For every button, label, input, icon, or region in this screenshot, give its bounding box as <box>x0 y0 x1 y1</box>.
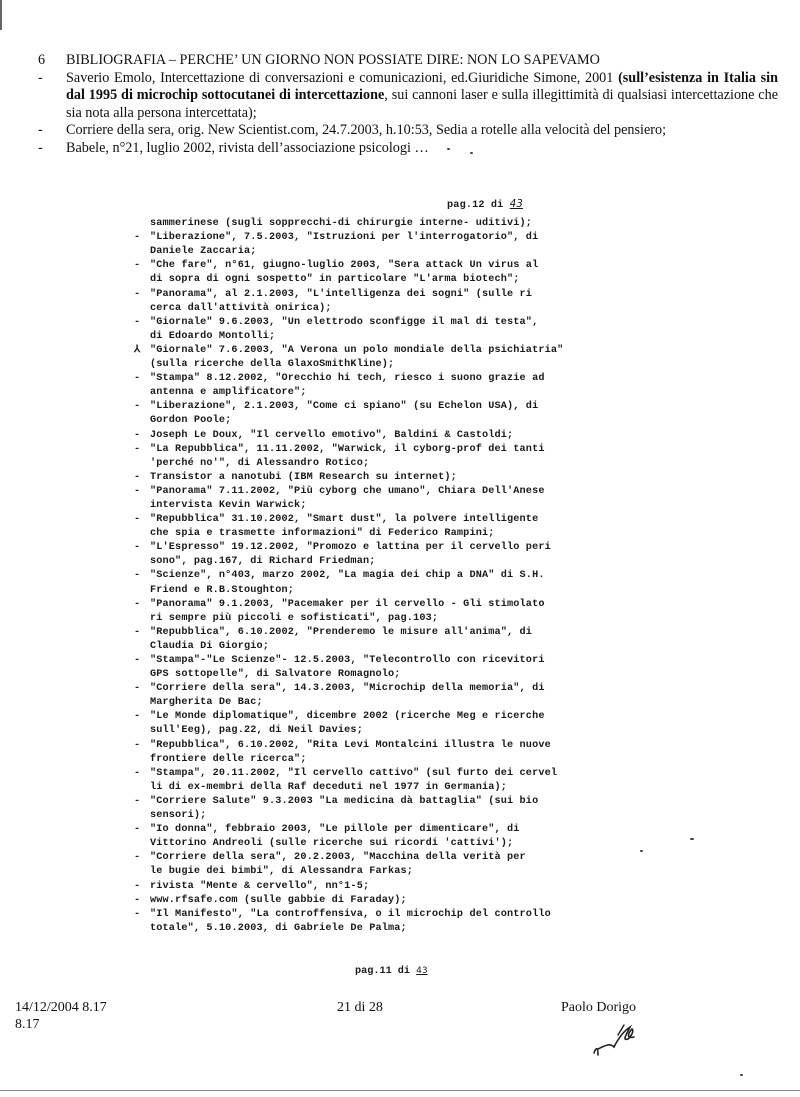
typed-entry-line <box>120 795 780 809</box>
section-title: BIBLIOGRAFIA – PERCHE’ UN GIORNO NON POSSIATE DIRE: NON LO SAPEVAMO <box>66 52 600 68</box>
typed-entry-dash: - <box>134 795 141 807</box>
typed-entry-text: (sulla ricerche della GlaxoSmithKline); <box>150 359 395 371</box>
typed-entry-text: rivista "Mente & cervello", nn°1-5; <box>150 880 370 892</box>
typed-entry-text: "Giornale" 9.6.2003, "Un elettrodo sconfigge il mal di testa", <box>150 316 539 328</box>
typewritten-bibliography <box>120 198 780 936</box>
typed-entry-line <box>120 626 780 640</box>
typed-entry-text: "Repubblica", 6.10.2002, "Rita Levi Montalcini illustra le nuove <box>150 739 551 751</box>
typed-entry-dash: - <box>134 767 141 779</box>
bibliography-text: Babele, n°21, luglio 2002, rivista dell’associazione psicologi … <box>66 139 429 156</box>
typed-entry-text: "Le Monde diplomatique", dicembre 2002 (ricerche Meg e ricerche <box>150 711 545 723</box>
typed-entry-line <box>120 386 780 400</box>
typed-entry-dash: ⅄ <box>134 344 141 356</box>
footer-page-number: 21 di 28 <box>337 1000 383 1015</box>
typed-entry-line <box>120 640 780 654</box>
scan-speck <box>640 850 643 852</box>
typed-page-ref-text: pag.12 di <box>447 200 504 211</box>
footer-author: Paolo Dorigo <box>561 1000 637 1015</box>
typed-entry-dash: - <box>134 373 141 385</box>
typed-entry-line <box>120 696 780 710</box>
typed-entry-text: sammerinese (sugli sopprecchi-di chirurgie interne- uditivi); <box>150 218 533 230</box>
typed-entry-dash: - <box>134 260 141 272</box>
typed-entry-text: "Il Manifesto", "La controffensiva, o il microchip del controllo <box>150 908 551 920</box>
typed-page-reference <box>120 198 780 213</box>
scan-speck <box>470 152 473 154</box>
typed-entry-line <box>120 753 780 767</box>
typed-entry-text: "Repubblica" 31.10.2002, "Smart dust", la polvere intelligente <box>150 514 539 526</box>
typed-entry-text: "Stampa" 8.12.2002, "Orecchio hi tech, riesco i suono grazie ad <box>150 373 545 385</box>
typed-entry-text: cerca dall'attività onirica); <box>150 302 332 314</box>
typed-entry-line <box>120 513 780 527</box>
typed-entry-dash: - <box>134 852 141 864</box>
scan-speck <box>447 148 450 150</box>
typed-entry-dash: - <box>134 683 141 695</box>
typed-entry-dash: - <box>134 316 141 328</box>
typed-entry-line <box>120 710 780 724</box>
typed-entry-line <box>120 555 780 569</box>
typed-entry-text: sono", pag.167, di Richard Friedman; <box>150 556 376 568</box>
item-bold-text: (sull’esistenza in Italia sin dal 1995 di microchip sottocutanei di intercettazione <box>66 69 778 103</box>
footer-time: 8.17 <box>15 1017 40 1032</box>
typed-entry-text: "Corriere Salute" 9.3.2003 "La medicina dà battaglia" (sui bio <box>150 795 539 807</box>
typed-entry-text: "Corriere della sera", 14.3.2003, "Microchip della memoria", di <box>150 683 545 695</box>
typed-entry-text: "Panorama" 7.11.2002, "Più cyborg che umano", Chiara Dell'Anese <box>150 485 545 497</box>
typed-entry-dash: - <box>134 908 141 920</box>
typed-entry-text: Friend e R.B.Stoughton; <box>150 584 295 596</box>
typed-entry-line <box>120 259 780 273</box>
typed-lines <box>120 217 780 936</box>
typed-entry-line <box>120 781 780 795</box>
bibliography-section <box>38 52 778 157</box>
typed-entry-line <box>120 598 780 612</box>
handwritten-signature <box>588 1017 648 1063</box>
typed-entry-text: "Corriere della sera", 20.2.2003, "Macchina della verità per <box>150 852 526 864</box>
typed-entry-dash: - <box>134 598 141 610</box>
bibliography-item <box>38 70 778 123</box>
typed-entry-text: intervista Kevin Warwick; <box>150 499 307 511</box>
typed-entry-text: sull'Eeg), pag.22, di Neil Davies; <box>150 725 363 737</box>
typed-entry-dash: - <box>134 514 141 526</box>
typed-entry-line <box>120 894 780 908</box>
typed-entry-text: "Che fare", n°61, giugno-luglio 2003, "Sera attack Un virus al <box>150 260 539 272</box>
item-text: Saverio Emolo, Intercettazione di conversazioni e comunicazioni, ed.Giuridiche Simone, 2001 <box>66 69 619 86</box>
list-bullet: - <box>38 139 43 156</box>
typed-entry-text: "Repubblica", 6.10.2002, "Prenderemo le misure all'anima", di <box>150 626 533 638</box>
typed-entry-text: Daniele Zaccaria; <box>150 246 257 258</box>
typed-entry-dash: - <box>134 429 141 441</box>
typed-entry-line <box>120 217 780 231</box>
scan-speck <box>690 838 694 840</box>
typed-entry-line <box>120 724 780 738</box>
typed-entry-line <box>120 584 780 598</box>
typed-entry-line <box>120 908 780 922</box>
typed-entry-line <box>120 654 780 668</box>
handwritten-page-total: 43 <box>509 199 523 210</box>
typed-entry-text: "Liberazione", 2.1.2003, "Come ci spiano" (su Echelon USA), di <box>150 401 539 413</box>
typed-entry-dash: - <box>134 471 141 483</box>
bibliography-text <box>66 70 778 123</box>
typed-entry-line <box>120 569 780 583</box>
typed-entry-line <box>120 851 780 865</box>
typed-entry-text: "Giornale" 7.6.2003, "A Verona un polo mondiale della psichiatria" <box>150 344 564 356</box>
typed-entry-dash: - <box>134 626 141 638</box>
typed-entry-line <box>120 358 780 372</box>
typed-footer-text: pag.11 di <box>355 966 411 977</box>
typed-entry-text: Joseph Le Doux, "Il cervello emotivo", Baldini & Castoldi; <box>150 429 514 441</box>
typed-entry-text: "Liberazione", 7.5.2003, "Istruzioni per l'interrogatorio", di <box>150 232 539 244</box>
bibliography-item <box>38 140 778 158</box>
list-bullet: - <box>38 122 43 138</box>
typed-entry-dash: - <box>134 655 141 666</box>
typed-entry-text: che spia e trasmette informazioni" di Federico Rampini; <box>150 528 495 540</box>
typed-entry-dash: - <box>134 542 141 554</box>
typed-entry-line <box>120 231 780 245</box>
typed-entry-line <box>120 400 780 414</box>
scan-speck <box>740 1074 743 1076</box>
section-number: 6 <box>38 52 46 68</box>
bibliography-text: Corriere della sera, orig. New Scientist.com, 24.7.2003, h.10:53, Sedia a rotelle alla velocità del pensiero; <box>66 122 667 138</box>
typed-entry-dash: - <box>134 570 141 582</box>
typed-entry-line <box>120 302 780 316</box>
handwritten-footer-total: 43 <box>416 966 428 976</box>
typed-entry-line <box>120 767 780 781</box>
typed-entry-dash: - <box>134 711 141 723</box>
typed-entry-text: Margherita De Bac; <box>150 697 263 709</box>
typed-entry-line <box>120 471 780 485</box>
typed-entry-line <box>120 344 780 358</box>
typed-entry-line <box>120 865 780 879</box>
typed-entry-line <box>120 837 780 851</box>
item-text-tail: , sui cannoni laser e sulla illegittimità di qualsiasi intercettazione che sia nota alla persona intercettata); <box>66 87 778 121</box>
typed-entry-text: www.rfsafe.com (sulle gabbie di Faraday); <box>150 894 407 906</box>
typed-entry-text: le bugie dei bimbi", di Alessandra Farkas; <box>150 866 414 878</box>
typed-entry-text: sensori); <box>150 810 207 822</box>
typed-entry-dash: - <box>134 894 141 906</box>
typed-entry-text: GPS sottopelle", di Salvatore Romagnolo; <box>150 669 401 681</box>
typed-entry-line <box>120 499 780 513</box>
typed-entry-line <box>120 414 780 428</box>
scan-bottom-edge <box>0 1090 800 1091</box>
typed-entry-dash: - <box>134 880 141 892</box>
typed-entry-line <box>120 922 780 936</box>
typed-entry-line <box>120 668 780 682</box>
typed-entry-line <box>120 823 780 837</box>
typed-entry-line <box>120 443 780 457</box>
typed-entry-text: Claudia Di Giorgio; <box>150 640 270 652</box>
typed-entry-line <box>120 288 780 302</box>
typed-entry-dash: - <box>134 401 141 413</box>
typed-entry-text: Vittorino Andreoli (sulle ricerche sui ricordi 'cattivi'); <box>150 838 514 850</box>
typed-entry-line <box>120 316 780 330</box>
bibliography-list <box>38 70 778 158</box>
typed-entry-text: "Stampa"-"Le Scienze"- 12.5.2003, "Telecontrollo con ricevitori <box>150 655 545 666</box>
typed-entry-text: Gordon Poole; <box>150 415 232 427</box>
list-bullet: - <box>38 69 43 86</box>
typed-entry-line <box>120 739 780 753</box>
typed-entry-line <box>120 330 780 344</box>
typed-entry-text: 'perché no'", di Alessandro Rotico; <box>150 457 370 469</box>
typed-entry-dash: - <box>134 232 141 244</box>
typed-entry-text: "Io donna", febbraio 2003, "Le pillole per dimenticare", di <box>150 824 520 836</box>
typed-entry-text: antenna e amplificatore"; <box>150 387 307 399</box>
typed-entry-line <box>120 880 780 894</box>
typed-entry-dash: - <box>134 485 141 497</box>
footer-date: 14/12/2004 8.17 <box>15 1000 107 1015</box>
typed-entry-text: di Edoardo Montolli; <box>150 330 276 342</box>
typed-entry-dash: - <box>134 288 141 300</box>
typed-entry-text: di sopra di ogni sospetto" in particolare "L'arma biotech"; <box>150 274 520 286</box>
typed-entry-text: Transistor a nanotubi (IBM Research su internet); <box>150 471 457 483</box>
typed-entry-text: "Scienze", n°403, marzo 2002, "La magia dei chip a DNA" di S.H. <box>150 570 545 582</box>
typed-entry-text: totale", 5.10.2003, di Gabriele De Palma; <box>150 922 407 934</box>
typed-entry-text: li di ex-membri della Raf deceduti nel 1977 in Germania); <box>150 781 508 793</box>
typed-entry-text: "Stampa", 20.11.2002, "Il cervello cattivo" (sul furto dei cervel <box>150 767 558 779</box>
typed-entry-text: "La Repubblica", 11.11.2002, "Warwick, il cyborg-prof dei tanti <box>150 443 545 455</box>
typed-page-footer <box>355 966 428 977</box>
bibliography-item <box>38 122 778 140</box>
typed-entry-dash: - <box>134 443 141 455</box>
typed-entry-dash: - <box>134 739 141 751</box>
typed-entry-dash: - <box>134 824 141 836</box>
typed-entry-line <box>120 682 780 696</box>
typed-entry-line <box>120 527 780 541</box>
typed-entry-line <box>120 245 780 259</box>
typed-entry-line <box>120 372 780 386</box>
scan-edge-mark <box>0 0 2 30</box>
typed-entry-line <box>120 429 780 443</box>
typed-entry-line <box>120 809 780 823</box>
typed-entry-text: frontiere delle ricerca"; <box>150 753 307 765</box>
typed-entry-text: "Panorama", al 2.1.2003, "L'intelligenza dei sogni" (sulle ri <box>150 288 533 300</box>
section-heading <box>38 52 778 70</box>
typed-entry-line <box>120 273 780 287</box>
typed-entry-line <box>120 612 780 626</box>
typed-entry-text: "L'Espresso" 19.12.2002, "Promozo e lattina per il cervello peri <box>150 542 551 554</box>
typed-entry-text: ri sempre più piccoli e sofisticati", pag.103; <box>150 612 439 624</box>
typed-entry-line <box>120 457 780 471</box>
typed-entry-line <box>120 541 780 555</box>
typed-entry-text: "Panorama" 9.1.2003, "Pacemaker per il cervello - Gli stimolato <box>150 598 545 610</box>
typed-entry-line <box>120 485 780 499</box>
